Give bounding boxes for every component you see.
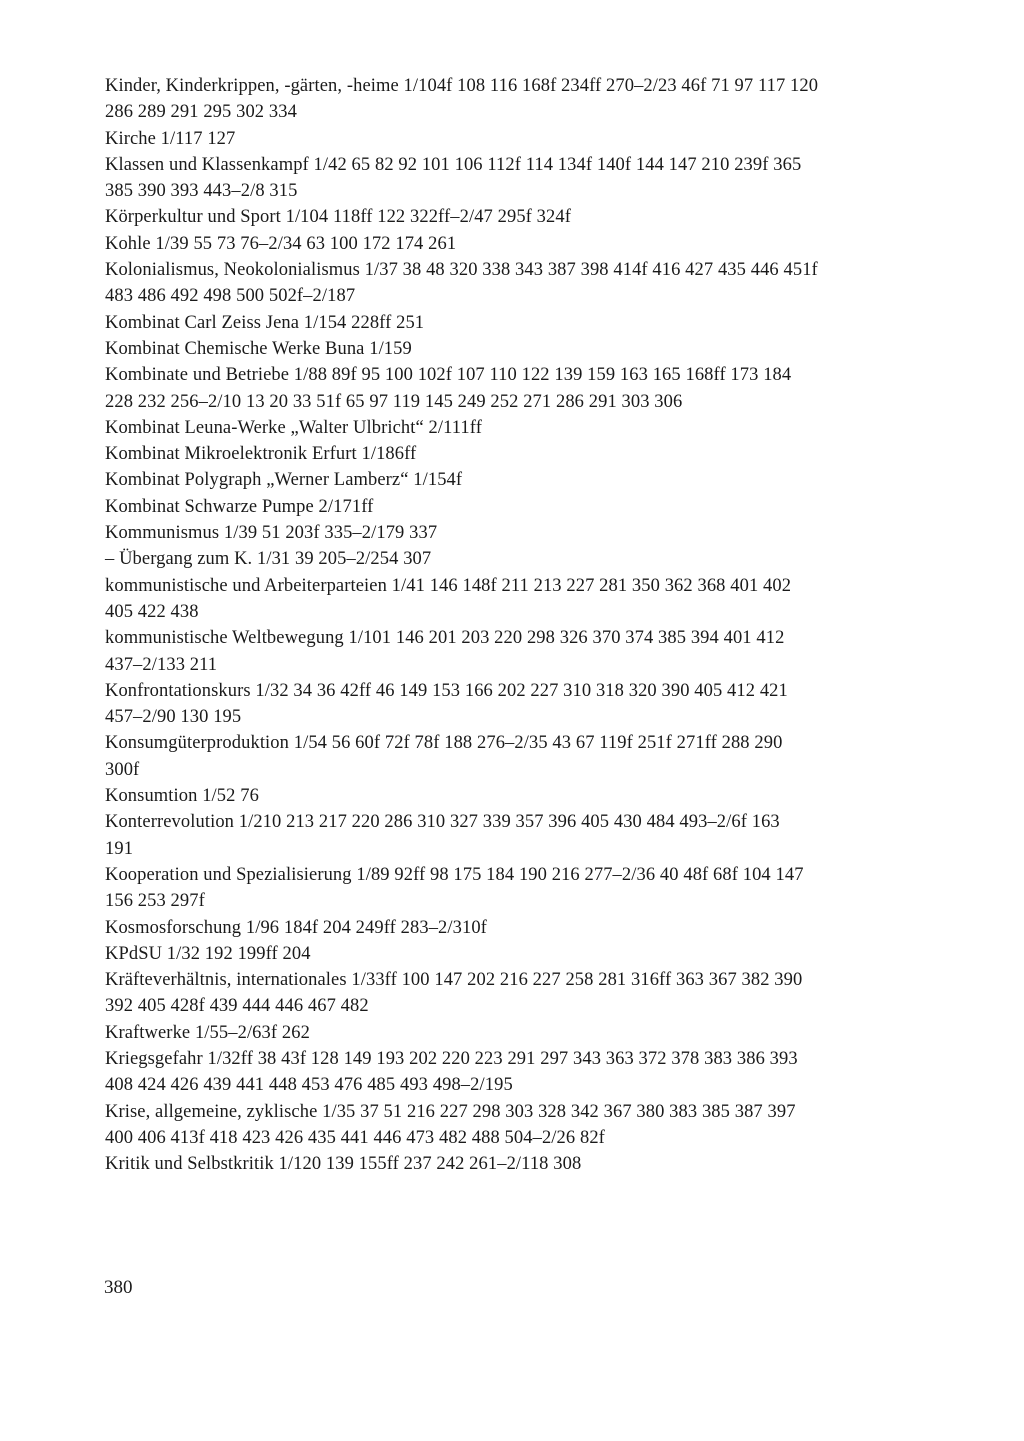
index-entry-line: Kosmosforschung 1/96 184f 204 249ff 283–2/310f (105, 917, 487, 938)
index-entry (105, 257, 965, 310)
index-entry-line: Kirche 1/117 127 (105, 128, 236, 149)
index-entry-line: Kommunismus 1/39 51 203f 335–2/179 337 (105, 523, 438, 544)
index-entry (105, 862, 965, 915)
index-entry-line: Krise, allgemeine, zyklische 1/35 37 51 216 227 298 303 328 342 367 380 383 385 387 397 (105, 1101, 796, 1122)
index-entry (105, 915, 965, 941)
index-entry (105, 678, 965, 731)
subject-index-list (105, 73, 965, 1177)
index-entry-continuation: 483 486 492 498 500 502f–2/187 (105, 286, 356, 307)
index-entry-line: kommunistische und Arbeiterparteien 1/41 146 148f 211 213 227 281 350 362 368 401 402 (105, 575, 792, 596)
index-entry-continuation: 392 405 428f 439 444 446 467 482 (105, 996, 369, 1017)
index-entry-line: Kohle 1/39 55 73 76–2/34 63 100 172 174 261 (105, 233, 457, 254)
index-entry (105, 441, 965, 467)
index-entry (105, 204, 965, 230)
index-entry-line: KPdSU 1/32 192 199ff 204 (105, 943, 311, 964)
index-entry-line: Kombinat Chemische Werke Buna 1/159 (105, 338, 412, 359)
index-entry-line: Kolonialismus, Neokolonialismus 1/37 38 48 320 338 343 387 398 414f 416 427 435 446 451f (105, 260, 818, 281)
index-entry (105, 941, 965, 967)
index-entry-continuation: 405 422 438 (105, 601, 199, 622)
index-entry (105, 520, 965, 546)
index-entry-continuation: 286 289 291 295 302 334 (105, 102, 297, 123)
index-entry-line: Kombinate und Betriebe 1/88 89f 95 100 102f 107 110 122 139 159 163 165 168ff 173 184 (105, 365, 792, 386)
index-entry (105, 152, 965, 205)
index-entry (105, 231, 965, 257)
index-entry-line: Kräfteverhältnis, internationales 1/33ff 100 147 202 216 227 258 281 316ff 363 367 382 390 (105, 970, 803, 991)
index-entry (105, 467, 965, 493)
index-entry-line: Klassen und Klassenkampf 1/42 65 82 92 101 106 112f 114 134f 140f 144 147 210 239f 365 (105, 154, 802, 175)
index-entry (105, 967, 965, 1020)
index-entry-continuation: 228 232 256–2/10 13 20 33 51f 65 97 119 145 249 252 271 286 291 303 306 (105, 391, 683, 412)
index-entry (105, 573, 965, 626)
index-entry (105, 415, 965, 441)
index-entry (105, 1020, 965, 1046)
index-entry (105, 730, 965, 783)
index-entry (105, 126, 965, 152)
index-entry (105, 1046, 965, 1099)
index-entry (105, 809, 965, 862)
index-entry-continuation: 457–2/90 130 195 (105, 707, 242, 728)
index-entry (105, 494, 965, 520)
index-entry-line: Konsumgüterproduktion 1/54 56 60f 72f 78f 188 276–2/35 43 67 119f 251f 271ff 288 290 (105, 733, 783, 754)
index-entry-line: Kooperation und Spezialisierung 1/89 92ff 98 175 184 190 216 277–2/36 40 48f 68f 104 147 (105, 864, 804, 885)
index-entry-line: Kraftwerke 1/55–2/63f 262 (105, 1022, 310, 1043)
index-entry-line: Körperkultur und Sport 1/104 118ff 122 322ff–2/47 295f 324f (105, 207, 571, 228)
index-entry (105, 783, 965, 809)
index-entry (105, 546, 965, 572)
index-entry-line: Konterrevolution 1/210 213 217 220 286 310 327 339 357 396 405 430 484 493–2/6f 163 (105, 812, 780, 833)
index-entry-line: Kombinat Carl Zeiss Jena 1/154 228ff 251 (105, 312, 425, 333)
index-entry-line: Kinder, Kinderkrippen, -gärten, -heime 1/104f 108 116 168f 234ff 270–2/23 46f 71 97 117 120 (105, 76, 819, 96)
index-entry (105, 1151, 965, 1177)
index-entry-continuation: 408 424 426 439 441 448 453 476 485 493 498–2/195 (105, 1075, 513, 1096)
index-entry-continuation: 191 (105, 838, 134, 859)
index-entry-line: Kombinat Polygraph „Werner Lamberz“ 1/154f (105, 470, 463, 491)
index-entry-continuation: 400 406 413f 418 423 426 435 441 446 473 482 488 504–2/26 82f (105, 1127, 605, 1148)
index-entry-line: – Übergang zum K. 1/31 39 205–2/254 307 (105, 549, 432, 570)
index-entry (105, 73, 965, 126)
index-entry-continuation: 156 253 297f (105, 891, 205, 912)
index-entry (105, 1099, 965, 1152)
index-entry (105, 362, 965, 415)
index-entry-line: Kombinat Mikroelektronik Erfurt 1/186ff (105, 444, 417, 465)
index-entry (105, 310, 965, 336)
page-number: 380 (104, 1277, 133, 1298)
index-entry-line: Kritik und Selbstkritik 1/120 139 155ff 237 242 261–2/118 308 (105, 1154, 582, 1175)
index-entry-continuation: 437–2/133 211 (105, 654, 218, 675)
index-entry-line: Konfrontationskurs 1/32 34 36 42ff 46 149 153 166 202 227 310 318 320 390 405 412 421 (105, 680, 788, 701)
index-entry-line: Kombinat Leuna-Werke „Walter Ulbricht“ 2/111ff (105, 417, 482, 438)
index-entry-line: Kombinat Schwarze Pumpe 2/171ff (105, 496, 374, 517)
index-entry-line: Konsumtion 1/52 76 (105, 786, 259, 807)
index-entry-line: kommunistische Weltbewegung 1/101 146 201 203 220 298 326 370 374 385 394 401 412 (105, 628, 785, 649)
index-entry-continuation: 300f (105, 759, 140, 780)
index-entry-continuation: 385 390 393 443–2/8 315 (105, 181, 298, 202)
index-entry (105, 625, 965, 678)
index-entry (105, 336, 965, 362)
index-entry-line: Kriegsgefahr 1/32ff 38 43f 128 149 193 202 220 223 291 297 343 363 372 378 383 386 393 (105, 1048, 798, 1069)
